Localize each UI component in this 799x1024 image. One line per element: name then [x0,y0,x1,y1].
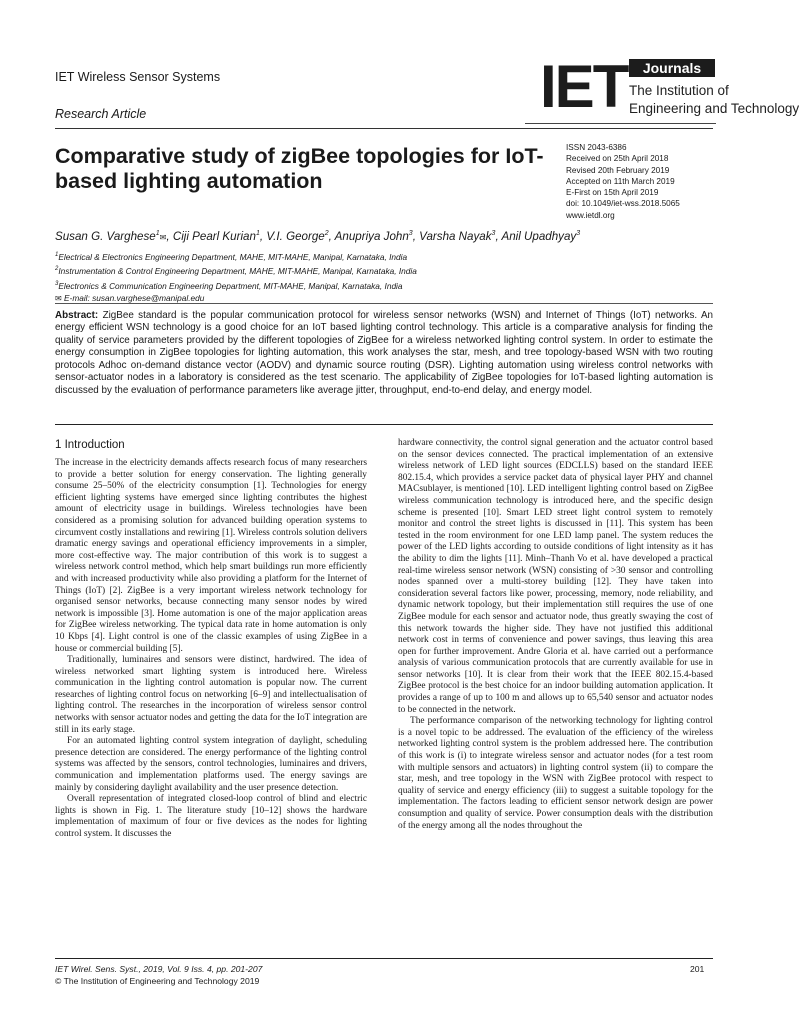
abstract-label: Abstract: [55,310,99,321]
affiliation-list [55,249,417,292]
section-heading-introduction: 1 Introduction [55,439,125,451]
body-column-right [398,438,713,832]
paragraph: hardware connectivity, the control signal generation and the actuator control based on the sensor devices connected. The practical implementation of an extensive wireless network of LED light sources (EDCLLS) based on the standard IEEE 802.15.4, which provides a service packet data of physical layer PHY and channel MACsublayer, is mentioned [10]. LED intelligent lighting control based on ZigBee wireless communication technology is introduced here, and the specific design scheme is presented [10]. Smart LED street light control system to remotely monitor and control the street lights is discussed in [11]. This system has been tested in the room environment for one LED lamp panel. The system reduces the power of the LED lights according to outside conditions of light intensity as it has the ability to dim the lights [11]. Minh–Thanh Vo et al. have developed a practical real-time wireless sensor network (WSN) consisting of >30 sensor and controlling nodes spanned over a multi-storey building [12]. They have taken into consideration several factors like power, processing, memory, node reliability, and dynamic network topology, but their implementation still requires the use of one ZigBee module for each sensor and actuator node, thus greatly swaying the cost of this network towards the higher side. They have not justified this additional network cost in terms of convenience and power savings, thus leaving this area open for further improvement. Andre Gloria et al. have carried out a performance analysis of various communication protocols that are currently available for use in sensor networks [10]. It is clear from their work that the IEEE 802.15.4-based ZigBee protocol is the best choice for an indoor building automation application. It provides a range of up to 100 m and allows up to 65,540 sensor and actuator nodes to be connected in the network. [398,438,713,715]
logo-institution-line2: Engineering and Technology [629,101,799,116]
affiliation-item [55,249,417,263]
footer-divider [55,958,713,959]
author-name: Susan G. Varghese [55,230,156,243]
revised-date: Revised 20th February 2019 [566,165,670,175]
iet-journals-logo [540,53,799,123]
logo-institution-line1: The Institution of [629,83,729,98]
logo-journals-badge: Journals [642,60,702,76]
author-name: Anupriya John [334,230,409,243]
paragraph: Overall representation of integrated closed-loop control of blind and electric lights is shown in Fig. 1. The literature study [10–12] shows the hardware implementation of maximum of four or five devices as the nodes for lighting control system. It discusses the [55,794,367,839]
body-top-divider [55,424,713,425]
paper-title: Comparative study of zigBee topologies for IoT-based lighting automation [55,144,544,193]
page-number: 201 [690,964,705,974]
logo-divider [525,123,716,124]
accepted-date: Accepted on 11th March 2019 [566,176,675,186]
corresponding-email[interactable]: E-mail: susan.varghese@manipal.edu [64,292,205,303]
affiliation-text: Electronics & Communication Engineering Department, MIT-MAHE, Manipal, Karnataka, India [58,280,403,291]
author-list: Susan G. Varghese$^1$✉, Ciji Pearl Kurian$^1$, V.I. George$^2$, Anupriya John$^3$, Varsha Nayak$^3$, Anil Upadhyay$^3$ [55,230,581,243]
affiliation-number: 3 [55,280,59,287]
author-affiliation-marker: 3 [491,230,496,238]
affiliation-item [55,263,417,277]
issn: ISSN 2043-6386 [566,143,627,152]
header-divider [55,128,713,129]
journal-url-link[interactable]: www.ietdl.org [566,210,615,220]
author-affiliation-marker: 1 [155,230,160,238]
paragraph: For an automated lighting control system integration of daylight, scheduling presence detection are considered. The energy performance of the lighting control systems was affected by the sensors, control technologies, luminaires and drivers, communication and implementation platforms used. The energy savings are mainly by considering daylight availability and the user presence detection. [55,736,367,793]
author-affiliation-marker: 1 [255,230,260,238]
author-name: Ciji Pearl Kurian [172,230,256,243]
abstract [55,310,713,397]
journal-name: IET Wireless Sensor Systems [55,70,221,84]
paragraph: The performance comparison of the networking technology for lighting control is a novel topic to be addressed. The evaluation of the efficiency of the wireless networked lighting control system is the problem addressed here. The contribution of this work is (i) to integrate wireless sensor and actuator nodes (for a test room with multiple sensors and actuators) in lighting control system (ii) to compare the star, mesh, and tree topology in the WSN with ZigBee protocol with respect to quality of service and energy efficiency (iii) to suggest a suitable topology for the implementation. The factors leading to efficient sensor network design are power consumption and quality of service. Power consumption deals with the distribution of the energy among all the nodes throughout the [398,716,713,831]
author-affiliation-marker: 2 [324,230,329,238]
affiliation-number: 1 [55,252,59,258]
affiliation-number: 2 [55,266,59,273]
abstract-top-divider [55,303,713,304]
author-name: Varsha Nayak [419,230,492,243]
article-meta [566,142,680,221]
doi-link[interactable]: doi: 10.1049/iet-wss.2018.5065 [566,199,680,209]
affiliation-text: Instrumentation & Control Engineering Department, MAHE, MIT-MAHE, Manipal, Karnataka, India [58,266,417,277]
logo-iet-text: IET [540,53,628,120]
author-name: V.I. George [266,230,325,243]
affiliations [55,249,417,305]
paragraph: Traditionally, luminaires and sensors were distinct, hardwired. The idea of wireless networked smart lighting system is introduced here. Wireless communication in the lighting control automation is popular now. The current researches of lighting control focus on networking [6–9] and intellectualisation of lighting control. The researches in the incorporation of wireless sensor control networks with sensor actuator nodes and getting the data for the IoT integration are still in its early stage. [55,655,367,735]
footer-citation: IET Wirel. Sens. Syst., 2019, Vol. 9 Iss. 4, pp. 201-207 [55,964,263,974]
received-date: Received on 25th April 2018 [566,154,669,164]
affiliation-item [55,278,417,292]
footer [55,964,262,988]
author-name: Anil Upadhyay [501,230,577,243]
affiliation-text: Electrical & Electronics Engineering Department, MAHE, MIT-MAHE, Manipal, Karnataka, India [58,251,408,262]
author-affiliation-marker: 3 [408,230,413,238]
paragraph: The increase in the electricity demands affects research focus of many researchers to provide a better solution for energy conservation. The lighting generally consume 25–50% of the electricity consumption [1]. Technologies for energy efficient lighting systems have emerged since lighting contributes the highest amount of electricity usage in buildings. Wireless technologies have been considered as a promising solution for advanced building operation systems to circumvent costly installations and rewiring [1]. Wireless controls solution delivers dramatic energy savings and operational efficiency improvements in a simpler, more cost-effective way. The major contribution of this work is to suggest a wireless network control method, which help smart buildings run more efficiently and with increased productivity while also providing a platform for the Internet of Things (IoT) [2]. ZigBee is a very important wireless network technology for organised sensor networks, because connecting many sensor nodes by wired network is impossible [3]. Home automation is one of the major application areas for ZigBee wireless networking. The typical data rate in home automation is only 10 Kbps [4]. Light control is one of the classic examples of using ZigBee in a house or commercial building [5]. [55,458,367,654]
author-affiliation-marker: 3 [576,230,581,238]
footer-copyright: © The Institution of Engineering and Technology 2019 [55,975,260,986]
article-type: Research Article [55,107,147,121]
body-column-left [55,438,367,841]
efirst-date: E-First on 15th April 2019 [566,188,659,198]
corresponding-author-icon: ✉ [159,233,167,242]
abstract-text: ZigBee standard is the popular communication protocol for wireless sensor networks (WSN) and Internet of Things (IoT) networks. An energy efficient WSN technology is a good choice for an IoT based lighting control technology. This article is a comparative analysis for finding the quality of service parameters provided by the different topologies of ZigBee for a wireless networked lighting control system. In order to estimate the energy consumption in ZigBee topologies for lighting automation, this work analyses the star, mesh, and tree topology-based WSN with two routing protocols Adhoc on-demand distance vector (AODV) and dynamic source routing (DSR). Lighting automation using wireless control networks with sensor-actuator nodes in a laboratory is considered as the test scenario. The applicability of ZigBee topologies for IoT-based lighting automation is discussed by the evaluation of performance parameters like average jitter, throughput, end-to-end delay, and energy model. [55,310,713,396]
envelope-icon: ✉ [55,293,62,303]
